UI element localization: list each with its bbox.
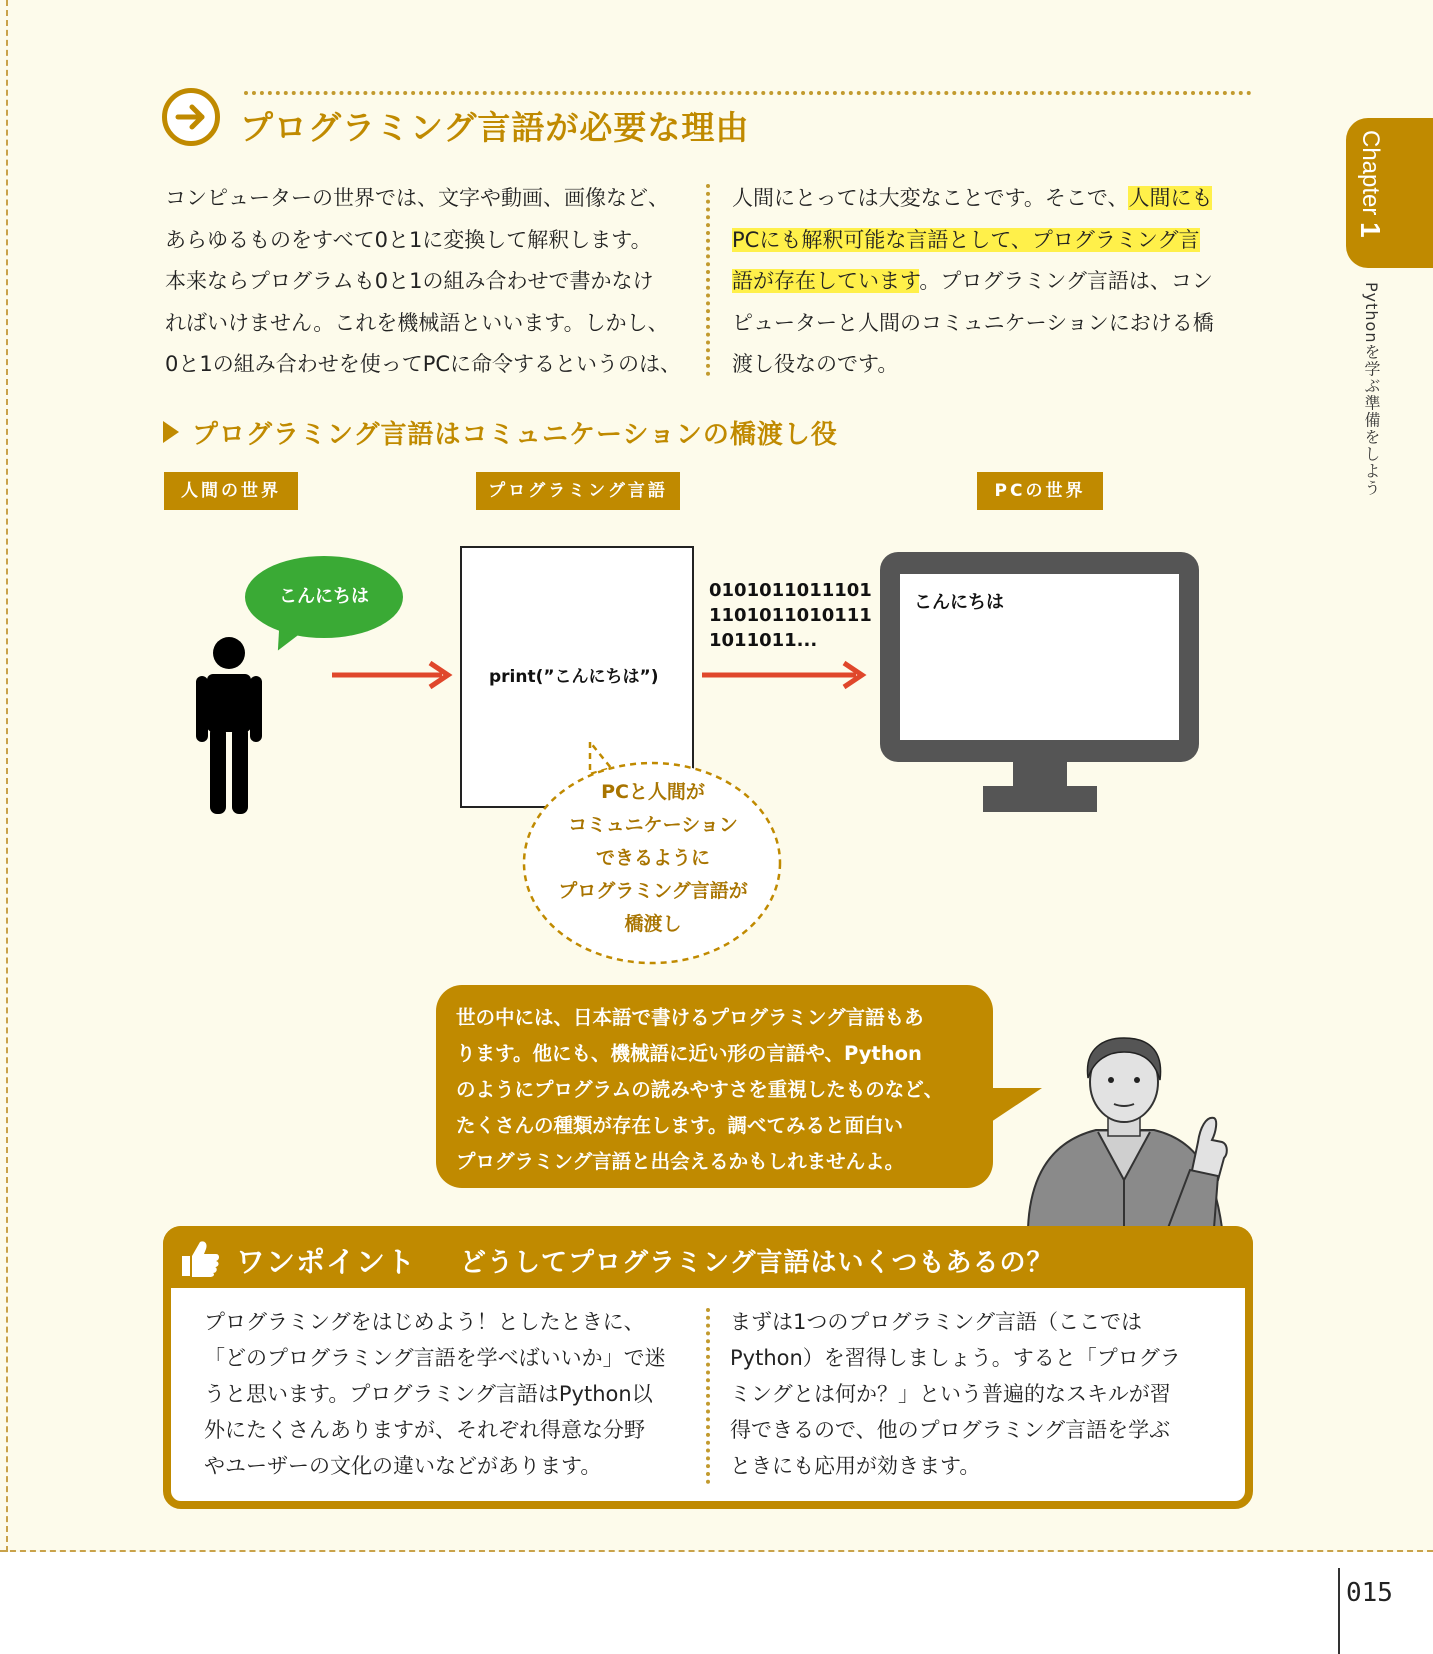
intro-left-line: ればいけません。これを機械語といいます。しかし、: [165, 310, 669, 335]
highlighted-text: PCにも解釈可能な言語として、プログラミング言: [732, 227, 1200, 252]
pc-world-label: PCの世界: [977, 472, 1103, 510]
arrow-circle-icon: [162, 88, 220, 146]
intro-right-text: 。プログラミング言語は、コン: [919, 269, 1213, 293]
binary-text: [709, 578, 872, 653]
triangle-bullet-icon: [163, 421, 179, 443]
intro-right-line: 渡し役なのです。: [732, 352, 899, 376]
speech-bubble-text: [456, 1000, 943, 1180]
page-number-rule: [1338, 1568, 1340, 1654]
section-title: プログラミング言語が必要な理由: [240, 108, 750, 147]
person-icon: [192, 636, 266, 816]
speech-line: プログラミング言語と出会えるかもしれませんよ。: [456, 1150, 905, 1173]
chapter-label: Chapter: [1357, 130, 1384, 216]
speech-line: ります。他にも、機械語に近い形の言語や、Python: [456, 1042, 922, 1065]
onepoint-left-line: 「どのプログラミング言語を学べばいいか」で迷: [204, 1346, 666, 1370]
diagram-heading: プログラミング言語はコミュニケーションの橋渡し役: [192, 420, 838, 450]
onepoint-left-line: やユーザーの文化の違いなどがあります。: [204, 1454, 602, 1478]
highlighted-text: 語が存在しています: [732, 269, 920, 293]
chapter-tab-text: [1356, 130, 1386, 238]
intro-column-divider: [706, 184, 710, 376]
cloud-callout-text: [524, 776, 782, 941]
greeting-bubble: こんにちは: [245, 556, 403, 638]
intro-right-line: ピューターと人間のコミュニケーションにおける橋: [732, 310, 1214, 335]
intro-right-text: 人間にとっては大変なことです。そこで、: [732, 186, 1129, 210]
thumbs-up-icon: [178, 1238, 220, 1278]
intro-left-line: あらゆるものをすべて0と1に変換して解釈します。: [165, 227, 652, 252]
bottom-dashed-border: [0, 1550, 1433, 1552]
page-number: 015: [1346, 1578, 1393, 1608]
onepoint-right-line: まずは1つのプログラミング言語（ここでは: [730, 1310, 1142, 1334]
monitor-screen-text: こんにちは: [914, 592, 1004, 613]
onepoint-left-line: うと思います。プログラミング言語はPython以: [204, 1382, 653, 1406]
intro-right-column: [732, 178, 1214, 386]
binary-line: 1011011...: [709, 630, 818, 651]
intro-left-line: 0と1の組み合わせを使ってPCに命令するというのは、: [165, 352, 682, 376]
onepoint-left-column: [204, 1304, 666, 1484]
arrow-right-icon: [700, 660, 870, 690]
left-dashed-border: [6, 0, 8, 1552]
cloud-line: コミュニケーション: [568, 814, 738, 836]
onepoint-right-line: ときにも応用が効きます。: [730, 1454, 981, 1478]
onepoint-left-line: プログラミングをはじめよう！としたときに、: [204, 1310, 645, 1334]
cloud-line: できるように: [595, 847, 710, 869]
intro-left-line: コンピューターの世界では、文字や動画、画像など、: [165, 186, 669, 210]
code-sample: print(”こんにちは”): [489, 667, 659, 687]
onepoint-right-line: Python）を習得しましょう。すると「プログラ: [730, 1346, 1181, 1370]
speech-line: たくさんの種類が存在します。調べてみると面白い: [456, 1114, 903, 1137]
cloud-line: 橋渡し: [624, 913, 682, 935]
chapter-title-vertical: Pythonを学ぶ準備をしよう: [1362, 282, 1381, 497]
language-label: プログラミング言語: [476, 472, 680, 510]
onepoint-title: どうしてプログラミング言語はいくつもあるの？: [460, 1248, 1054, 1278]
arrow-right-icon: [330, 660, 456, 690]
binary-line: 0101011011101: [709, 580, 872, 601]
title-dotted-rule: [244, 91, 1252, 95]
onepoint-right-line: ミングとは何か？」という普遍的なスキルが習: [730, 1382, 1171, 1406]
cloud-line: PCと人間が: [601, 781, 705, 803]
intro-left-line: 本来ならプログラムも0と1の組み合わせで書かなけ: [165, 269, 654, 293]
speech-line: 世の中には、日本語で書けるプログラミング言語もあ: [456, 1006, 924, 1029]
onepoint-column-divider: [706, 1308, 710, 1484]
speech-line: のようにプログラムの読みやすさを重視したものなど、: [456, 1078, 944, 1101]
author-illustration: [1018, 1030, 1232, 1228]
onepoint-right-column: [730, 1304, 1181, 1484]
human-world-label: 人間の世界: [164, 472, 298, 510]
highlighted-text: 人間にも: [1128, 186, 1213, 210]
cloud-line: プログラミング言語が: [558, 880, 748, 902]
intro-left-column: [165, 178, 681, 386]
onepoint-right-line: 得できるので、他のプログラミング言語を学ぶ: [730, 1418, 1171, 1442]
onepoint-left-line: 外にたくさんありますが、それぞれ得意な分野: [204, 1418, 645, 1442]
onepoint-label: ワンポイント: [236, 1245, 417, 1279]
chapter-number: 1: [1355, 222, 1386, 238]
binary-line: 1101011010111: [709, 605, 872, 626]
